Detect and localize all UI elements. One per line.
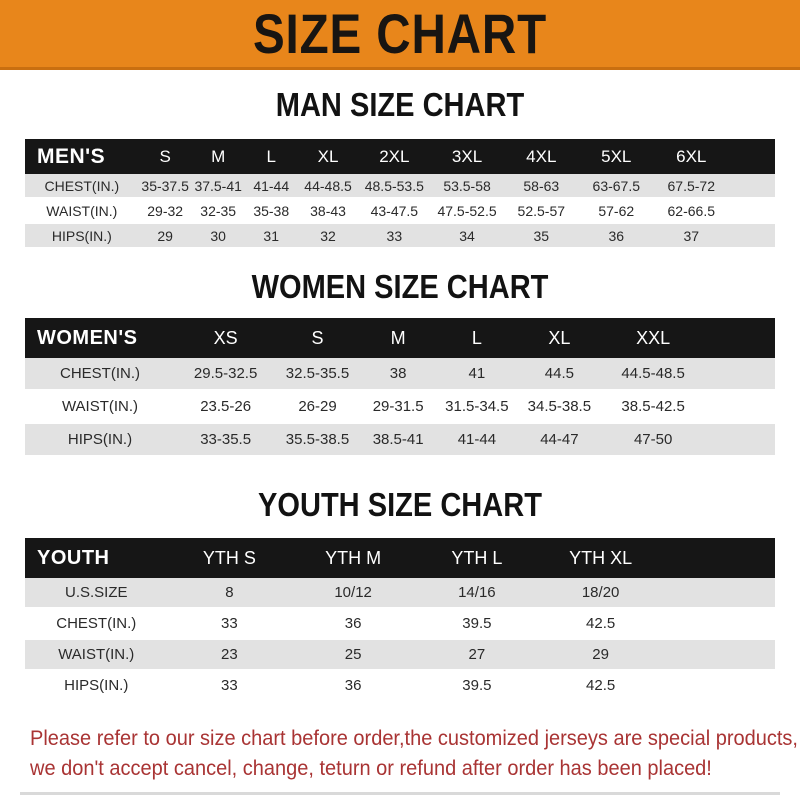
size-value-cell: 35 <box>504 224 579 249</box>
column-header: S <box>139 139 192 174</box>
column-header: XS <box>175 318 276 358</box>
size-value-cell: 36 <box>579 224 654 249</box>
size-value-cell: 33 <box>358 224 430 249</box>
size-value-cell: 32-35 <box>192 199 245 224</box>
column-header: M <box>192 139 245 174</box>
column-header: YTH L <box>415 538 539 578</box>
disclaimer-text <box>30 723 798 783</box>
size-value-cell: 43-47.5 <box>358 199 430 224</box>
size-value-cell: 48.5-53.5 <box>358 174 430 199</box>
size-value-spacer <box>729 224 775 249</box>
size-value-cell: 47.5-52.5 <box>430 199 503 224</box>
size-value-cell: 38.5-41 <box>359 424 438 457</box>
size-value-cell: 29-31.5 <box>359 391 438 424</box>
column-header: L <box>245 139 298 174</box>
row-label-cell: CHEST(IN.) <box>25 358 175 391</box>
size-value-spacer <box>729 174 775 199</box>
row-label-cell: CHEST(IN.) <box>25 609 168 640</box>
size-value-cell: 10/12 <box>291 578 415 609</box>
size-value-cell: 38 <box>359 358 438 391</box>
size-value-cell: 31 <box>245 224 298 249</box>
column-header: YTH S <box>168 538 292 578</box>
size-value-cell: 29 <box>539 640 663 671</box>
size-value-cell: 42.5 <box>539 609 663 640</box>
table-row <box>25 671 775 702</box>
size-value-cell: 34.5-38.5 <box>516 391 602 424</box>
size-value-cell: 38-43 <box>298 199 359 224</box>
table-row <box>25 358 775 391</box>
row-label-cell: U.S.SIZE <box>25 578 168 609</box>
column-header: XL <box>516 318 602 358</box>
column-header-spacer <box>663 538 776 578</box>
size-value-spacer <box>663 671 776 702</box>
column-header: XXL <box>603 318 704 358</box>
size-value-cell: 30 <box>192 224 245 249</box>
table-row <box>25 199 775 224</box>
size-value-cell: 33 <box>168 671 292 702</box>
size-value-cell: 36 <box>291 609 415 640</box>
size-value-cell: 25 <box>291 640 415 671</box>
column-header: M <box>359 318 438 358</box>
youth-size-table <box>25 538 775 702</box>
size-value-cell: 27 <box>415 640 539 671</box>
size-value-cell: 53.5-58 <box>430 174 503 199</box>
mens-size-table <box>25 139 775 249</box>
table-row <box>25 578 775 609</box>
size-value-cell: 41 <box>438 358 517 391</box>
size-value-cell: 14/16 <box>415 578 539 609</box>
column-header: YTH M <box>291 538 415 578</box>
size-value-cell: 44-47 <box>516 424 602 457</box>
table-corner-label: MEN'S <box>25 139 139 174</box>
size-value-cell: 35-37.5 <box>139 174 192 199</box>
size-value-cell: 42.5 <box>539 671 663 702</box>
size-value-cell: 41-44 <box>438 424 517 457</box>
size-value-cell: 39.5 <box>415 671 539 702</box>
size-value-cell: 57-62 <box>579 199 654 224</box>
size-value-cell: 34 <box>430 224 503 249</box>
size-value-cell: 33-35.5 <box>175 424 276 457</box>
row-label-cell: WAIST(IN.) <box>25 199 139 224</box>
size-value-cell: 29-32 <box>139 199 192 224</box>
size-value-cell: 29.5-32.5 <box>175 358 276 391</box>
row-label-cell: WAIST(IN.) <box>25 640 168 671</box>
row-label-cell: HIPS(IN.) <box>25 671 168 702</box>
size-value-spacer <box>663 609 776 640</box>
column-header-spacer <box>729 139 775 174</box>
table-row <box>25 391 775 424</box>
size-value-spacer <box>704 391 775 424</box>
table-row <box>25 424 775 457</box>
column-header: 2XL <box>358 139 430 174</box>
size-value-cell: 62-66.5 <box>654 199 729 224</box>
column-header: 6XL <box>654 139 729 174</box>
disclaimer-line-2: we don't accept cancel, change, teturn or refund after order has been placed! <box>30 756 712 780</box>
size-value-cell: 52.5-57 <box>504 199 579 224</box>
size-value-spacer <box>663 578 776 609</box>
size-value-cell: 41-44 <box>245 174 298 199</box>
table-row <box>25 174 775 199</box>
column-header: 4XL <box>504 139 579 174</box>
size-value-cell: 39.5 <box>415 609 539 640</box>
size-value-cell: 37 <box>654 224 729 249</box>
column-header: XL <box>298 139 359 174</box>
size-value-cell: 44-48.5 <box>298 174 359 199</box>
size-value-cell: 63-67.5 <box>579 174 654 199</box>
size-value-cell: 18/20 <box>539 578 663 609</box>
size-value-spacer <box>704 358 775 391</box>
table-header-row <box>25 318 775 358</box>
size-value-cell: 32.5-35.5 <box>276 358 359 391</box>
size-value-cell: 23 <box>168 640 292 671</box>
size-value-cell: 26-29 <box>276 391 359 424</box>
table-row <box>25 609 775 640</box>
size-value-cell: 38.5-42.5 <box>603 391 704 424</box>
section-heading-man: MAN SIZE CHART <box>275 86 525 123</box>
table-header-row <box>25 538 775 578</box>
column-header: 3XL <box>430 139 503 174</box>
size-value-cell: 67.5-72 <box>654 174 729 199</box>
column-header: 5XL <box>579 139 654 174</box>
size-value-cell: 29 <box>139 224 192 249</box>
section-heading-youth: YOUTH SIZE CHART <box>258 486 542 523</box>
size-value-cell: 32 <box>298 224 359 249</box>
size-value-cell: 36 <box>291 671 415 702</box>
size-value-spacer <box>704 424 775 457</box>
size-value-spacer <box>729 199 775 224</box>
bottom-divider <box>20 792 780 795</box>
size-value-spacer <box>663 640 776 671</box>
size-chart-banner <box>0 0 800 70</box>
size-value-cell: 31.5-34.5 <box>438 391 517 424</box>
size-value-cell: 47-50 <box>603 424 704 457</box>
womens-size-table <box>25 318 775 457</box>
column-header: YTH XL <box>539 538 663 578</box>
row-label-cell: HIPS(IN.) <box>25 424 175 457</box>
disclaimer-line-1: Please refer to our size chart before order,the customized jerseys are special products, <box>30 726 798 750</box>
table-row <box>25 640 775 671</box>
size-value-cell: 8 <box>168 578 292 609</box>
size-value-cell: 44.5 <box>516 358 602 391</box>
column-header: L <box>438 318 517 358</box>
column-header: S <box>276 318 359 358</box>
table-corner-label: WOMEN'S <box>25 318 175 358</box>
size-value-cell: 33 <box>168 609 292 640</box>
size-value-cell: 35.5-38.5 <box>276 424 359 457</box>
size-value-cell: 44.5-48.5 <box>603 358 704 391</box>
banner-title: SIZE CHART <box>252 1 548 65</box>
row-label-cell: WAIST(IN.) <box>25 391 175 424</box>
size-value-cell: 35-38 <box>245 199 298 224</box>
table-corner-label: YOUTH <box>25 538 168 578</box>
table-row <box>25 224 775 249</box>
table-header-row <box>25 139 775 174</box>
section-heading-women: WOMEN SIZE CHART <box>251 268 549 305</box>
column-header-spacer <box>704 318 775 358</box>
size-value-cell: 58-63 <box>504 174 579 199</box>
row-label-cell: HIPS(IN.) <box>25 224 139 249</box>
size-value-cell: 37.5-41 <box>192 174 245 199</box>
row-label-cell: CHEST(IN.) <box>25 174 139 199</box>
size-value-cell: 23.5-26 <box>175 391 276 424</box>
